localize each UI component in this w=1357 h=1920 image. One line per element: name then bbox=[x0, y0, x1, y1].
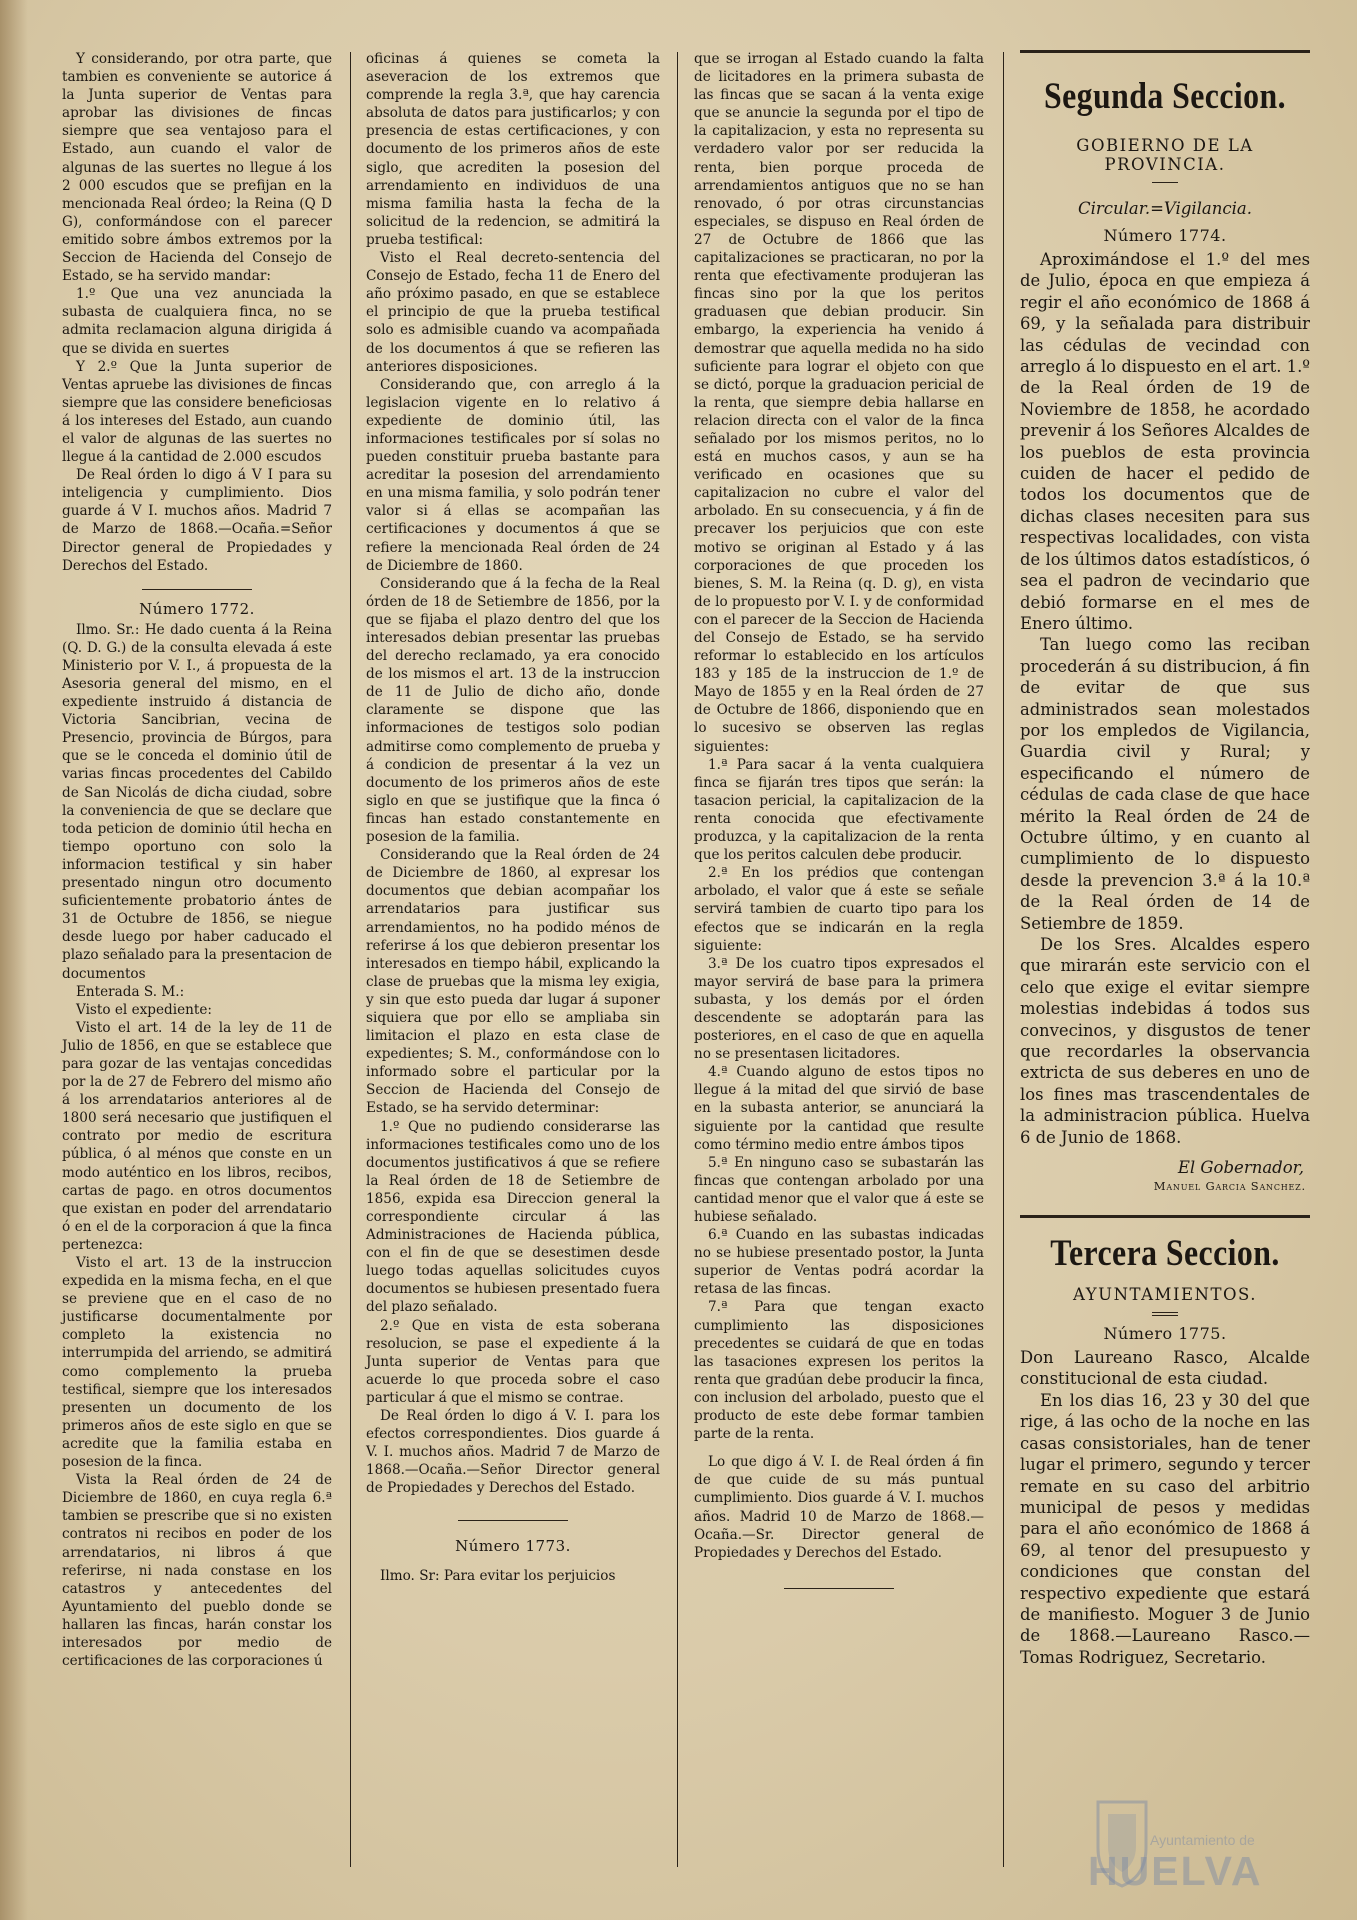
paragraph: Tan luego como las reciban procederán á su distribucion, á fin de evitar de que sus administrados sean molestados por los empledos de Vigilancia, Guardia civil y Rural; y especificando el número de cédulas de cada clase de que hace mérito la Real órden de 24 de Octubre último, y en cuanto al cumplimiento de lo dispuesto desde la prevencion 3.ª á la 10.ª de la Real órden de 14 de Setiembre de 1859. bbox=[1020, 635, 1310, 933]
paragraph: Considerando que la Real órden de 24 de Diciembre de 1860, al expresar los documentos que debian acompañar los arrendatarios para justificar sus arrendamientos, no ha podido ménos de referirse á los que debieron presentar los interesados en tiempo hábil, explicando la clase de pruebas que la misma ley exigia, y sin que esto pueda dar lugar á suponer siquiera que por ello se ampliaba sin limitacion el plazo en esta clase de expedientes; S. M., conformándose con lo informado sobre el particular por la Seccion de Hacienda del Consejo de Estado, se ha servido determinar: bbox=[366, 847, 660, 1117]
paragraph: Vista la Real órden de 24 de Diciembre de 1860, en cuya regla 6.ª tambien se prescribe que si no existen contratos ni recibos en poder de los arrendatarios, ni libros á que referirse, ni nada constase en los catastros y antecedentes del Ayuntamiento del pueblo donde se hallaren las fincas, harán constar los interesados por medio de certificaciones de las corporaciones ú bbox=[62, 1472, 332, 1670]
paragraph: 2.ª En los prédios que contengan arbolado, el valor que á este se señale servirá tambien de cuarto tipo para los efectos que se indicarán en la regla siguiente: bbox=[694, 865, 984, 954]
separator-rule bbox=[142, 589, 252, 590]
article-number: Número 1774. bbox=[1103, 226, 1227, 245]
paragraph: Considerando que, con arreglo á la legislacion vigente en lo relativo á expediente de dominio útil, las informaciones testificales por sí solas no pueden constituir prueba bastante para acreditar la posesion del arrendamiento en una misma familia, y solo podrán tener valor si á ellas se acompañan las certificaciones y documentos á que se refiere la mencionada Real órden de 24 de Diciembre de 1860. bbox=[366, 376, 660, 574]
article-number: Número 1772. bbox=[139, 599, 255, 618]
section-subheading: AYUNTAMIENTOS. bbox=[1073, 1285, 1257, 1305]
paragraph: 1.º Que no pudiendo considerarse las informaciones testificales como uno de los documentos justificativos á que se refiere la Real órden de 18 de Setiembre de 1856, expida esa Direccion general la correspondiente circular á las Administraciones de Hacienda pública, con el fin de que se desestimen desde luego todas aquellas solicitudes cuyos documentos se hubiesen presentado fuera del plazo señalado. bbox=[366, 1118, 660, 1316]
section-title: Tercera Seccion. bbox=[1050, 1233, 1280, 1275]
separator-rule bbox=[784, 1588, 894, 1589]
column-4 bbox=[1020, 50, 1310, 1668]
column-divider bbox=[1003, 52, 1004, 1867]
paragraph: De Real órden lo digo á V. I. para los efectos correspondientes. Dios guarde á V. I. muchos años. Madrid 7 de Marzo de 1868.—Ocaña.—Señor Director general de Propiedades y Derechos del Estado. bbox=[366, 1408, 660, 1497]
signature-title: El Gobernador, bbox=[1177, 1158, 1304, 1178]
paragraph: Ilmo. Sr.: He dado cuenta á la Reina (Q. D. G.) de la consulta elevada á este Ministerio por V. I., á propuesta de la Asesoria general del mismo, en el expediente instruido á distancia de Victoria Sancibrian, vecina de Presencio, provincia de Búrgos, para que se le conceda el dominio útil de varias fincas procedentes del Cabildo de San Nicolás de dicha ciudad, sobre la conveniencia de que se declare que toda peticion de dominio útil hecha en tiempo oportuno con solo la informacion testifical y sin haber presentado ningun otro documento suficientemente probatorio ántes de 31 de Octubre de 1856, se niegue desde luego por haber caducado el plazo señalado para la presentacion de documentos bbox=[62, 621, 332, 982]
paragraph: 4.ª Cuando alguno de estos tipos no llegue á la mitad del que sirvió de base en la subasta anterior, se anunciará la siguiente por la cantidad que resulte como término medio entre ámbos tipos bbox=[694, 1064, 984, 1153]
paragraph: Visto el expediente: bbox=[76, 1001, 212, 1018]
paragraph: oficinas á quienes se cometa la aseveracion de los extremos que comprende la regla 3.ª, que hay carencia absoluta de datos para justificarlos; y con presencia de estas certificaciones, y con documento de los primeros años de este siglo, que acrediten la posesion del arrendamiento en individuos de una misma familia hasta la fecha de la solicitud de la redencion, se admitirá la prueba testifical: bbox=[366, 51, 660, 248]
paragraph: que se irrogan al Estado cuando la falta de licitadores en la primera subasta de las fincas que se sacan á la venta exige que se anuncie la segunda por el tipo de la capitalizacion, y esta no representa su verdadero valor por ser reducida la renta, bien porque proceda de arrendamientos antiguos que no se han renovado, ó por otras circunstancias especiales, se dispuso en Real órden de 27 de Octubre de 1866 que las capitalizaciones se practicaran, no por la renta que efectivamente produjeran las fincas sino por la que los peritos graduasen que debian producir. Sin embargo, la experiencia ha venido á demostrar que aquella medida no ha sido suficiente para lograr el objeto con que se dictó, porque la graduacion pericial de la renta, que siempre debia hallarse en relacion directa con el valor de la finca señalado por los mismos peritos, no lo está en muchos casos, y aun se ha verificado en ocasiones que su capitalizacion no cubre el valor del arbolado. En su consecuencia, y á fin de precaver los perjuicios que con este motivo se originan al Estado y á las corporaciones de que proceden los bienes, S. M. la Reina (q. D. g), en vista de lo propuesto por V. I. y de conformidad con el parecer de la Seccion de Hacienda del Consejo de Estado, se ha servido reformar lo establecido en los artículos 183 y 185 de la instruccion de 1.º de Mayo de 1855 y en la Real órden de 27 de Octubre de 1866, disponiendo que en lo sucesivo se observen las reglas siguientes: bbox=[694, 51, 984, 755]
section-subheading: GOBIERNO DE LA PROVINCIA. bbox=[1076, 136, 1254, 174]
article-number: Número 1773. bbox=[455, 1536, 571, 1555]
signature-name: Manuel Garcia Sanchez. bbox=[1153, 1179, 1306, 1194]
separator-rule bbox=[1152, 1312, 1178, 1316]
separator-rule bbox=[458, 1520, 568, 1521]
watermark-text: HUELVA bbox=[1088, 1848, 1263, 1894]
paragraph: 3.ª De los cuatro tipos expresados el mayor servirá de base para la primera subasta, y los demás por el órden descendente se adoptarán para las posteriores, en el caso de que en aquella no se presentasen licitadores. bbox=[694, 955, 984, 1063]
paragraph: Don Laureano Rasco, Alcalde constitucional de esta ciudad. bbox=[1020, 1348, 1310, 1389]
column-2 bbox=[366, 50, 660, 1585]
paragraph: De los Sres. Alcaldes espero que mirarán este servicio con el celo que exige el evitar siempre molestias indebidas á todos sus convecinos, y disgustos de tener que recordarles la observancia extricta de sus deberes en uno de los fines mas trascendentales de la administracion pública. Huelva 6 de Junio de 1868. bbox=[1020, 935, 1310, 1147]
paragraph: Considerando que á la fecha de la Real órden de 18 de Setiembre de 1856, por la que se fijaba el plazo dentro del que los interesados debian presentar las pruebas del derecho reclamado, ya era conocido de los mismos el art. 13 de la instruccion de 11 de Julio de dicho año, donde claramente se dispone que las informaciones de testigos solo podian admitirse como complemento de prueba y á condicion de presentar á la vez un documento de los primeros años de este siglo en que se justifique que la finca ó fincas han estado constantemente en posesion de la familia. bbox=[366, 575, 660, 846]
paragraph: 1.º Que una vez anunciada la subasta de cualquiera finca, no se admita reclamacion alguna dirigida á que se divida en suertes bbox=[62, 286, 332, 357]
column-3 bbox=[694, 50, 984, 1589]
article-number: Número 1775. bbox=[1103, 1324, 1227, 1344]
section-rule bbox=[1020, 50, 1310, 53]
paragraph: Aproximándose el 1.º del mes de Julio, época en que empieza á regir el año económico de 1868 á 69, y la señalada para distribuir las cédulas de vecindad con arreglo á lo dispuesto en el art. 1.º de la Real órden de 19 de Noviembre de 1858, he acordado prevenir á los Señores Alcaldes de los pueblos de esta provincia cuiden de hacer el pedido de todos los documentos que de dichas clases necesiten para sus respectivas localidades, con vista de los últimos datos estadísticos, ó sea el padron de vecindario que debió formarse en el mes de Enero último. bbox=[1020, 250, 1310, 633]
circular-heading: Circular.=Vigilancia. bbox=[1078, 199, 1252, 218]
column-divider bbox=[677, 52, 678, 1867]
column-divider bbox=[350, 52, 351, 1867]
paragraph: Visto el art. 14 de la ley de 11 de Julio de 1856, en que se establece que para gozar de las ventajas concedidas por la de 27 de Febrero del mismo año á los arrendatarios anteriores al de 1800 será necesario que justifiquen el contrato por medio de escritura pública, ó al ménos que conste en un modo auténtico en los libros, recibos, cartas de pago. en otros documentos que existan en poder del arrendatario ó en el de la corporacion á que la finca pertenezca: bbox=[62, 1019, 332, 1253]
column-1 bbox=[62, 50, 332, 1670]
watermark-caption: Ayuntamiento de bbox=[1150, 1832, 1255, 1848]
paragraph: 6.ª Cuando en las subastas indicadas no se hubiese presentado postor, la Junta superior de Ventas podrá acordar la retasa de las fincas. bbox=[694, 1227, 984, 1298]
paragraph: Lo que digo á V. I. de Real órden á fin de que cuide de su más puntual cumplimiento. Dios guarde á V. I. muchos años. Madrid 10 de Marzo de 1868.—Ocaña.—Sr. Director general de Propiedades y Derechos del Estado. bbox=[694, 1454, 984, 1561]
paragraph: Ilmo. Sr: Para evitar los perjuicios bbox=[380, 1567, 616, 1584]
paragraph: Visto el Real decreto-sentencia del Consejo de Estado, fecha 11 de Enero del año próximo pasado, en que se establece el principio de que la prueba testifical solo es admisible cuando va acompañada de los documentos á que se refieren las anteriores disposiciones. bbox=[366, 250, 660, 375]
section-rule bbox=[1020, 1215, 1310, 1218]
paragraph: Y 2.º Que la Junta superior de Ventas apruebe las divisiones de fincas siempre que las considere beneficiosas á los intereses del Estado, aun cuando el valor de algunas de las suertes no llegue á la cantidad de 2.000 escudos bbox=[62, 358, 332, 466]
separator-rule bbox=[1152, 182, 1178, 183]
paragraph: En los dias 16, 23 y 30 del que rige, á las ocho de la noche en las casas consistoriales, han de tener lugar el primero, segundo y tercer remate en su caso del arbitrio municipal de pesos y medidas para el año económico de 1868 á 69, al tenor del presupuesto y condiciones que constan del respectivo expediente que estará de manifiesto. Moguer 3 de Junio de 1868.—Laureano Rasco.—Tomas Rodriguez, Secretario. bbox=[1020, 1390, 1310, 1667]
paragraph: 5.ª En ninguno caso se subastarán las fincas que contengan arbolado por una cantidad menor que el valor que á este se hubiese señalado. bbox=[694, 1154, 984, 1225]
paragraph: De Real órden lo digo á V I para su inteligencia y cumplimiento. Dios guarde á V I. muchos años. Madrid 7 de Marzo de 1868.—Ocaña.=Señor Director general de Propiedades y Derechos del Estado. bbox=[62, 467, 332, 574]
paragraph: 7.ª Para que tengan exacto cumplimiento las disposiciones precedentes se cuidará de que en todas las tasaciones expresen los peritos la renta que gradúan debe producir la finca, con inclusion del arbolado, puesto que el producto de este debe formar tambien parte de la renta. bbox=[694, 1299, 984, 1443]
paragraph: Enterada S. M.: bbox=[76, 983, 185, 1000]
section-title: Segunda Seccion. bbox=[1043, 76, 1287, 117]
paragraph: 1.ª Para sacar á la venta cualquiera finca se fijarán tres tipos que serán: la tasacion pericial, la capitalizacion de la renta conocida que efectivamente produzca, y la capitalizacion de la renta que los peritos calculen debe producir. bbox=[694, 756, 984, 864]
paragraph: Visto el art. 13 de la instruccion expedida en la misma fecha, en el que se previene que en el caso de no justificarse documentalmente por completo la existencia no interrumpida del arriendo, se admitirá como complemento la prueba testifical, siempre que los interesados presenten un documento de los primeros años de este siglo en que se acredite que la familia estaba en posesion de la finca. bbox=[62, 1255, 332, 1471]
paragraph: Y considerando, por otra parte, que tambien es conveniente se autorice á la Junta superior de Ventas para aprobar las divisiones de fincas siempre que sea ventajoso para el Estado, aun cuando el valor de algunas de las suertes no llegue á los 2 000 escudos que se prefijan en la mencionada Real órdeo; la Reina (Q D G), conformándose con el parecer emitido sobre ámbos extremos por la Seccion de Hacienda del Consejo de Estado, se ha servido mandar: bbox=[62, 51, 332, 285]
paragraph: 2.º Que en vista de esta soberana resolucion, se pase el expediente á la Junta superior de Ventas para que acuerde lo que proceda sobre el caso particular á que el mismo se contrae. bbox=[366, 1317, 660, 1406]
